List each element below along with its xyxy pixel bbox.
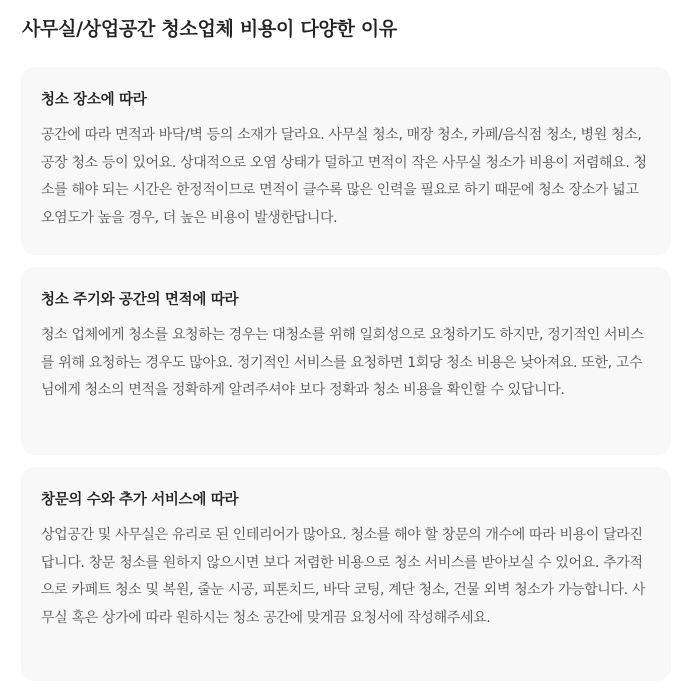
- reason-card-frequency-area: [21, 267, 671, 455]
- card-title: 창문의 수와 추가 서비스에 따라: [41, 492, 239, 508]
- card-body: 상업공간 및 사무실은 유리로 된 인테리어가 많아요. 청소를 해야 할 창문의 개수에 따라 비용이 달라진답니다. 창문 청소를 원하지 않으시면 보다 저렴한 비용으로 청소 서비스를 받아보실 수 있어요. 추가적으로 카페트 청소 및 복원, 줄눈 시공, 피톤치드, 바닥 코팅, 계단 청소, 건물 외벽 청소가 가능합니다. 사무실 혹은 상가에 따라 원하시는 청소 공간에 맞게끔 요청서에 작성해주세요.: [41, 527, 645, 626]
- page-title: 사무실/상업공간 청소업체 비용이 다양한 이유: [22, 18, 397, 40]
- card-body: 공간에 따라 면적과 바닥/벽 등의 소재가 달라요. 사무실 청소, 매장 청소, 카페/음식점 청소, 병원 청소, 공장 청소 등이 있어요. 상대적으로 오염 상태가 덜하고 면적이 작은 사무실 청소가 비용이 저렴해요. 청소를 해야 되는 시간은 한정적이므로 면적이 클수록 많은 인력을 필요로 하기 때문에 청소 장소가 넓고 오염도가 높을 경우, 더 높은 비용이 발생한답니다.: [41, 127, 647, 226]
- reason-card-windows-services: [21, 467, 671, 681]
- reason-card-location: [21, 67, 671, 255]
- card-title: 청소 주기와 공간의 면적에 따라: [41, 292, 239, 308]
- card-title: 청소 장소에 따라: [41, 92, 147, 108]
- card-body: 청소 업체에게 청소를 요청하는 경우는 대청소를 위해 일회성으로 요청하기도 하지만, 정기적인 서비스를 위해 요청하는 경우도 많아요. 정기적인 서비스를 요청하면 1회당 청소 비용은 낮아져요. 또한, 고수님에게 청소의 면적을 정확하게 알려주셔야 보다 정확과 청소 비용을 확인할 수 있답니다.: [41, 327, 644, 398]
